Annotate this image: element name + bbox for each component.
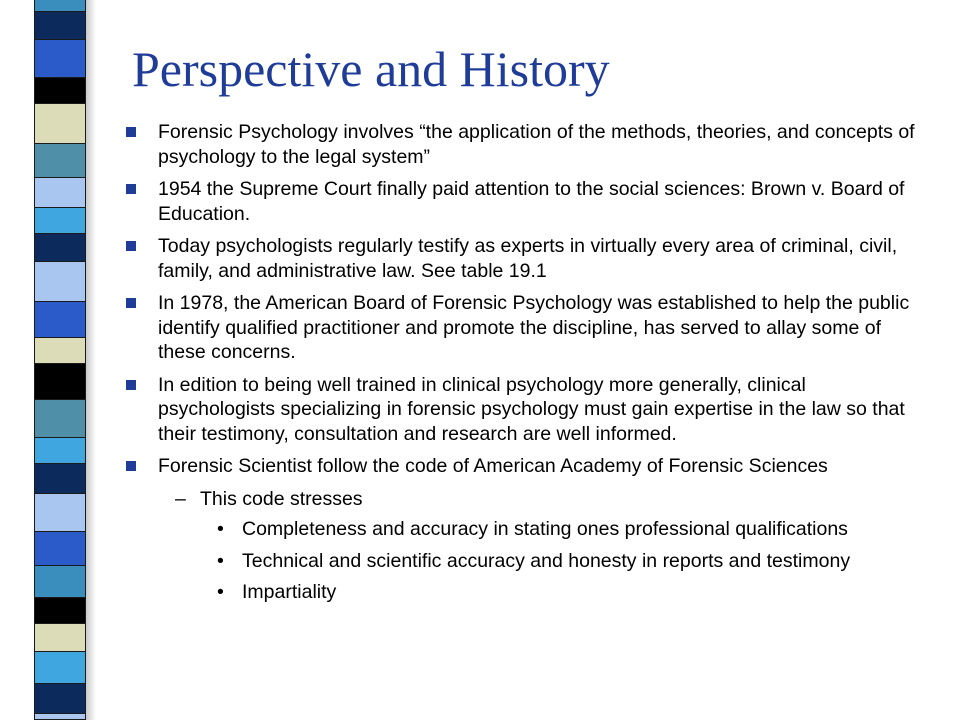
sub-bullet-text: This code stresses xyxy=(200,487,363,510)
stripe-segment xyxy=(35,302,85,338)
bullet-item xyxy=(120,373,920,447)
stripe-segment xyxy=(35,40,85,78)
sub-bullet-item xyxy=(120,487,920,512)
bullet-text: Forensic Scientist follow the code of American Academy of Forensic Sciences xyxy=(158,455,828,477)
bullet-text: Today psychologists regularly testify as experts in virtually every area of criminal, civil, family, and administrative law. See table 19.1 xyxy=(158,235,898,282)
stripe-segment xyxy=(35,532,85,566)
stripe-segment xyxy=(35,684,85,714)
bullet-item xyxy=(120,234,920,283)
bullet-item xyxy=(120,177,920,226)
bullet-text: 1954 the Supreme Court finally paid attention to the social sciences: Brown v. Board of Education. xyxy=(158,178,905,225)
stripe-column xyxy=(34,0,86,720)
bullet-text: Forensic Psychology involves “the application of the methods, theories, and concepts of psychology to the legal system” xyxy=(158,121,915,168)
sub-sub-bullet-text: Technical and scientific accuracy and honesty in reports and testimony xyxy=(242,549,851,572)
stripe-segment xyxy=(35,78,85,104)
stripe-segment xyxy=(35,464,85,494)
slide-title: Perspective and History xyxy=(132,41,610,97)
bullet-text: In 1978, the American Board of Forensic Psychology was established to help the public identify qualified practitioner and promote the discipline, has served to allay some of these concerns. xyxy=(158,292,910,363)
sub-sub-bullet-item xyxy=(120,517,920,542)
square-bullet-icon xyxy=(126,380,136,390)
dot-marker-icon: • xyxy=(217,581,224,603)
stripe-segment xyxy=(35,494,85,532)
dot-marker-icon: • xyxy=(217,549,224,572)
stripe-shadow xyxy=(86,0,96,720)
bullet-item xyxy=(120,291,920,365)
stripe-segment xyxy=(35,208,85,234)
stripe-segment xyxy=(35,338,85,364)
stripe-segment xyxy=(35,144,85,178)
stripe-segment xyxy=(35,262,85,302)
decorative-stripe-bar xyxy=(0,0,110,720)
square-bullet-icon xyxy=(126,461,136,471)
stripe-segment xyxy=(35,400,85,438)
stripe-segment xyxy=(35,234,85,262)
stripe-segment xyxy=(35,598,85,624)
stripe-segment xyxy=(35,0,85,12)
stripe-segment xyxy=(35,12,85,40)
dot-marker-icon: • xyxy=(217,518,224,540)
stripe-segment xyxy=(35,566,85,598)
stripe-segment xyxy=(35,178,85,208)
square-bullet-icon xyxy=(126,241,136,251)
square-bullet-icon xyxy=(126,298,136,308)
stripe-segment xyxy=(35,104,85,144)
stripe-segment xyxy=(35,624,85,652)
sub-sub-bullet-item xyxy=(120,549,920,574)
bullet-text: In edition to being well trained in clinical psychology more generally, clinical psychologists specializing in forensic psychology must gain expertise in the law so that their testimony, consultation and research are well informed. xyxy=(158,373,905,445)
square-bullet-icon xyxy=(126,127,136,137)
bullet-item xyxy=(120,454,920,479)
sub-sub-bullet-item xyxy=(120,580,920,605)
stripe-segment xyxy=(35,364,85,400)
sub-sub-bullet-text: Completeness and accuracy in stating ones professional qualifications xyxy=(242,518,848,540)
dash-marker-icon: – xyxy=(175,487,186,510)
square-bullet-icon xyxy=(126,184,136,194)
sub-sub-bullet-text: Impartiality xyxy=(242,581,337,603)
slide-body xyxy=(120,120,920,612)
stripe-segment xyxy=(35,714,85,720)
stripe-segment xyxy=(35,438,85,464)
stripe-segment xyxy=(35,652,85,684)
bullet-item xyxy=(120,120,920,169)
